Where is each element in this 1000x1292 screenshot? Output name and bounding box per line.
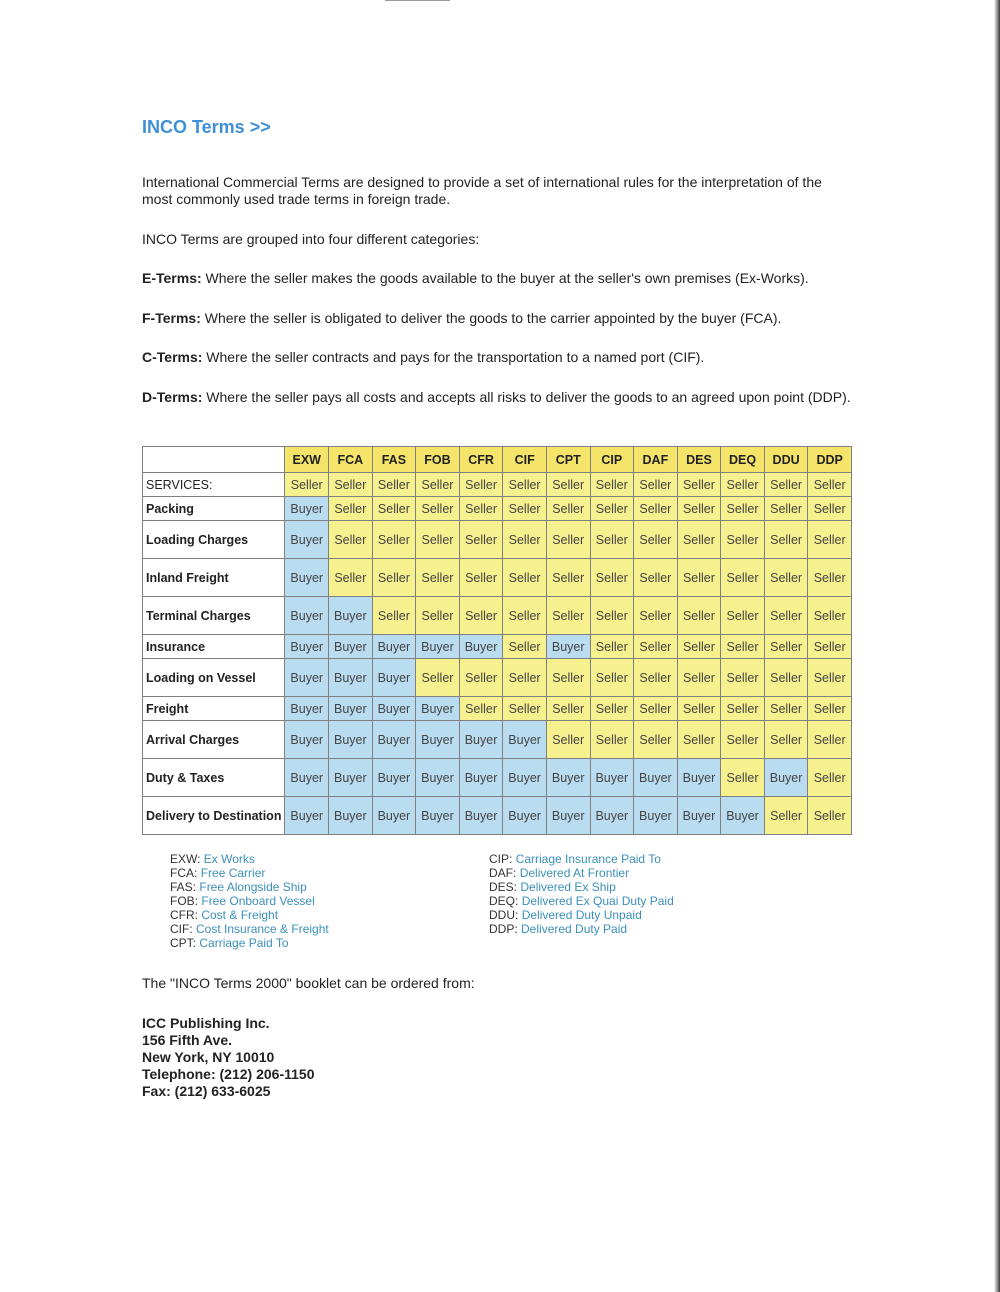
table-cell: Seller bbox=[329, 497, 373, 521]
category-label: C-Terms: bbox=[142, 349, 203, 365]
table-cell: Seller bbox=[721, 473, 765, 497]
table-cell: Buyer bbox=[285, 659, 329, 697]
table-cell: Seller bbox=[764, 635, 808, 659]
legend-term: Delivered Duty Unpaid bbox=[521, 908, 642, 922]
legend-item bbox=[489, 866, 674, 880]
table-cell: Buyer bbox=[416, 697, 460, 721]
e-terms-paragraph bbox=[142, 270, 852, 287]
legend-abbr: DDP: bbox=[489, 922, 518, 936]
table-cell: Seller bbox=[459, 559, 503, 597]
table-cell: Seller bbox=[503, 473, 547, 497]
address-line: ICC Publishing Inc. bbox=[142, 1015, 270, 1031]
legend-abbr: FAS: bbox=[170, 880, 197, 894]
table-cell: Seller bbox=[634, 559, 678, 597]
table-row bbox=[143, 797, 852, 835]
table-cell: Buyer bbox=[459, 635, 503, 659]
table-corner-cell bbox=[143, 447, 285, 473]
table-cell: Seller bbox=[459, 521, 503, 559]
table-cell: Seller bbox=[677, 473, 721, 497]
legend-term: Cost Insurance & Freight bbox=[196, 922, 329, 936]
table-cell: Seller bbox=[546, 497, 590, 521]
table-cell: Seller bbox=[677, 635, 721, 659]
column-header-ddp: DDP bbox=[808, 447, 852, 473]
legend-item bbox=[489, 880, 674, 894]
table-row bbox=[143, 597, 852, 635]
column-header-fca: FCA bbox=[329, 447, 373, 473]
legend-term: Free Alongside Ship bbox=[199, 880, 307, 894]
table-cell: Buyer bbox=[329, 759, 373, 797]
legend-abbr: EXW: bbox=[170, 852, 201, 866]
table-cell: Buyer bbox=[634, 759, 678, 797]
category-text: Where the seller pays all costs and accepts all risks to deliver the goods to an agreed upon point (DDP). bbox=[202, 389, 851, 405]
table-cell: Seller bbox=[634, 659, 678, 697]
table-cell: Seller bbox=[372, 559, 416, 597]
table-row bbox=[143, 759, 852, 797]
table-cell: Seller bbox=[808, 521, 852, 559]
table-cell: Seller bbox=[590, 635, 634, 659]
legend-item bbox=[170, 936, 329, 950]
table-cell: Seller bbox=[721, 497, 765, 521]
row-label: Loading Charges bbox=[143, 521, 285, 559]
table-cell: Seller bbox=[372, 597, 416, 635]
legend-item bbox=[170, 894, 329, 908]
table-cell: Seller bbox=[808, 659, 852, 697]
inco-terms-table bbox=[142, 446, 852, 835]
table-cell: Seller bbox=[329, 559, 373, 597]
table-row bbox=[143, 559, 852, 597]
table-cell: Buyer bbox=[677, 797, 721, 835]
column-header-cpt: CPT bbox=[546, 447, 590, 473]
legend-item bbox=[170, 866, 329, 880]
table-cell: Buyer bbox=[634, 797, 678, 835]
table-cell: Seller bbox=[546, 721, 590, 759]
table-cell: Buyer bbox=[764, 759, 808, 797]
d-terms-paragraph bbox=[142, 389, 852, 406]
table-cell: Seller bbox=[503, 497, 547, 521]
table-cell: Buyer bbox=[416, 635, 460, 659]
table-cell: Seller bbox=[808, 721, 852, 759]
table-cell: Seller bbox=[416, 659, 460, 697]
table-cell: Seller bbox=[764, 497, 808, 521]
category-text: Where the seller makes the goods available to the buyer at the seller's own premises (Ex-Works). bbox=[201, 270, 809, 286]
category-text: Where the seller contracts and pays for the transportation to a named port (CIF). bbox=[202, 349, 705, 365]
table-row bbox=[143, 697, 852, 721]
legend-item bbox=[170, 852, 329, 866]
table-cell: Buyer bbox=[329, 659, 373, 697]
table-cell: Seller bbox=[503, 559, 547, 597]
table-cell: Buyer bbox=[285, 559, 329, 597]
table-cell: Buyer bbox=[285, 759, 329, 797]
table-cell: Seller bbox=[416, 521, 460, 559]
table-cell: Seller bbox=[416, 497, 460, 521]
table-cell: Seller bbox=[459, 659, 503, 697]
table-cell: Seller bbox=[721, 635, 765, 659]
table-cell: Seller bbox=[590, 497, 634, 521]
table-cell: Seller bbox=[503, 597, 547, 635]
table-cell: Buyer bbox=[329, 597, 373, 635]
table-cell: Seller bbox=[416, 559, 460, 597]
table-cell: Seller bbox=[721, 659, 765, 697]
legend-abbr: DEQ: bbox=[489, 894, 519, 908]
legend-term: Delivered Ex Ship bbox=[520, 880, 616, 894]
table-cell: Seller bbox=[590, 559, 634, 597]
legend-abbr: CIF: bbox=[170, 922, 193, 936]
legend-abbr: FOB: bbox=[170, 894, 199, 908]
table-cell: Seller bbox=[329, 521, 373, 559]
table-cell: Seller bbox=[677, 721, 721, 759]
table-cell: Seller bbox=[721, 521, 765, 559]
address-line: Telephone: (212) 206-1150 bbox=[142, 1066, 315, 1082]
table-cell: Buyer bbox=[329, 635, 373, 659]
table-cell: Seller bbox=[764, 721, 808, 759]
table-cell: Buyer bbox=[503, 721, 547, 759]
table-cell: Buyer bbox=[546, 635, 590, 659]
legend-item bbox=[489, 852, 674, 866]
table-cell: Seller bbox=[546, 559, 590, 597]
table-cell: Seller bbox=[721, 721, 765, 759]
table-cell: Buyer bbox=[546, 759, 590, 797]
table-cell: Seller bbox=[808, 635, 852, 659]
table-cell: Seller bbox=[808, 597, 852, 635]
scan-edge-shadow bbox=[994, 0, 1000, 1292]
category-label: F-Terms: bbox=[142, 310, 201, 326]
table-cell: Seller bbox=[590, 597, 634, 635]
table-cell: Buyer bbox=[503, 759, 547, 797]
table-cell: Buyer bbox=[372, 659, 416, 697]
table-cell: Seller bbox=[372, 521, 416, 559]
row-label: Freight bbox=[143, 697, 285, 721]
table-cell: Seller bbox=[590, 521, 634, 559]
table-cell: Seller bbox=[808, 559, 852, 597]
table-row bbox=[143, 497, 852, 521]
table-cell: Seller bbox=[416, 473, 460, 497]
table-cell: Seller bbox=[590, 697, 634, 721]
legend-abbr: FCA: bbox=[170, 866, 198, 880]
table-cell: Buyer bbox=[372, 697, 416, 721]
legend-abbr: DDU: bbox=[489, 908, 519, 922]
scan-artifact-line bbox=[385, 0, 450, 1]
table-cell: Seller bbox=[677, 559, 721, 597]
table-cell: Buyer bbox=[372, 797, 416, 835]
legend-item bbox=[170, 922, 329, 936]
table-cell: Seller bbox=[416, 597, 460, 635]
category-label: E-Terms: bbox=[142, 270, 202, 286]
legend-item bbox=[489, 922, 674, 936]
table-cell: Buyer bbox=[329, 721, 373, 759]
address-line: Fax: (212) 633-6025 bbox=[142, 1083, 271, 1099]
table-row bbox=[143, 521, 852, 559]
table-cell: Buyer bbox=[285, 597, 329, 635]
table-cell: Buyer bbox=[459, 797, 503, 835]
column-header-exw: EXW bbox=[285, 447, 329, 473]
row-label: Duty & Taxes bbox=[143, 759, 285, 797]
table-cell: Seller bbox=[459, 597, 503, 635]
table-cell: Seller bbox=[503, 521, 547, 559]
column-header-des: DES bbox=[677, 447, 721, 473]
table-cell: Buyer bbox=[285, 721, 329, 759]
column-header-fob: FOB bbox=[416, 447, 460, 473]
table-cell: Buyer bbox=[503, 797, 547, 835]
table-cell: Buyer bbox=[372, 721, 416, 759]
table-cell: Seller bbox=[677, 697, 721, 721]
legend-term: Carriage Insurance Paid To bbox=[515, 852, 661, 866]
legend-term: Delivered Duty Paid bbox=[521, 922, 628, 936]
table-cell: Seller bbox=[764, 697, 808, 721]
table-cell: Buyer bbox=[459, 759, 503, 797]
table-cell: Buyer bbox=[285, 635, 329, 659]
row-label: Loading on Vessel bbox=[143, 659, 285, 697]
column-header-ddu: DDU bbox=[764, 447, 808, 473]
legend-abbr: CFR: bbox=[170, 908, 198, 922]
table-cell: Seller bbox=[808, 759, 852, 797]
legend-term: Ex Works bbox=[203, 852, 255, 866]
column-header-cfr: CFR bbox=[459, 447, 503, 473]
table-cell: Seller bbox=[634, 721, 678, 759]
table-cell: Seller bbox=[721, 759, 765, 797]
f-terms-paragraph bbox=[142, 310, 852, 327]
table-cell: Buyer bbox=[285, 497, 329, 521]
table-cell: Seller bbox=[634, 635, 678, 659]
table-cell: Seller bbox=[459, 697, 503, 721]
table-cell: Seller bbox=[764, 659, 808, 697]
row-label: Packing bbox=[143, 497, 285, 521]
table-cell: Seller bbox=[721, 597, 765, 635]
table-cell: Seller bbox=[764, 521, 808, 559]
legend-term: Cost & Freight bbox=[201, 908, 279, 922]
table-cell: Seller bbox=[764, 473, 808, 497]
table-cell: Seller bbox=[372, 473, 416, 497]
table-cell: Seller bbox=[459, 497, 503, 521]
table-cell: Seller bbox=[590, 721, 634, 759]
table-cell: Seller bbox=[503, 659, 547, 697]
page-title: INCO Terms >> bbox=[142, 117, 271, 137]
table-cell: Seller bbox=[677, 521, 721, 559]
legend-item bbox=[170, 908, 329, 922]
table-cell: Seller bbox=[634, 597, 678, 635]
table-cell: Seller bbox=[372, 497, 416, 521]
legend-term: Delivered At Frontier bbox=[519, 866, 630, 880]
legend-abbr: CIP: bbox=[489, 852, 513, 866]
row-label: Arrival Charges bbox=[143, 721, 285, 759]
table-cell: Seller bbox=[503, 697, 547, 721]
booklet-intro: The "INCO Terms 2000" booklet can be ordered from: bbox=[142, 975, 475, 991]
column-header-cip: CIP bbox=[590, 447, 634, 473]
c-terms-paragraph bbox=[142, 349, 852, 366]
table-cell: Seller bbox=[546, 521, 590, 559]
table-cell: Seller bbox=[677, 659, 721, 697]
table-cell: Buyer bbox=[372, 759, 416, 797]
table-cell: Seller bbox=[764, 597, 808, 635]
table-cell: Buyer bbox=[416, 721, 460, 759]
table-cell: Buyer bbox=[546, 797, 590, 835]
row-label: Delivery to Destination bbox=[143, 797, 285, 835]
table-cell: Seller bbox=[808, 497, 852, 521]
table-cell: Seller bbox=[590, 473, 634, 497]
table-row bbox=[143, 659, 852, 697]
legend-term: Free Onboard Vessel bbox=[201, 894, 315, 908]
legend-abbr: DAF: bbox=[489, 866, 517, 880]
table-cell: Seller bbox=[764, 559, 808, 597]
legend-left-column bbox=[170, 852, 329, 950]
column-header-deq: DEQ bbox=[721, 447, 765, 473]
table-cell: Buyer bbox=[416, 759, 460, 797]
table-cell: Seller bbox=[677, 597, 721, 635]
table-cell: Seller bbox=[634, 697, 678, 721]
table-cell: Seller bbox=[546, 597, 590, 635]
row-label: Terminal Charges bbox=[143, 597, 285, 635]
table-cell: Buyer bbox=[590, 759, 634, 797]
table-cell: Seller bbox=[808, 697, 852, 721]
table-cell: Buyer bbox=[329, 797, 373, 835]
table-cell: Buyer bbox=[677, 759, 721, 797]
table-cell: Seller bbox=[764, 797, 808, 835]
table-cell: Seller bbox=[546, 697, 590, 721]
table-cell: Seller bbox=[808, 797, 852, 835]
row-label: Inland Freight bbox=[143, 559, 285, 597]
legend-term: Free Carrier bbox=[200, 866, 266, 880]
table-cell: Seller bbox=[503, 635, 547, 659]
row-label: Insurance bbox=[143, 635, 285, 659]
legend-item bbox=[489, 894, 674, 908]
table-cell: Seller bbox=[546, 659, 590, 697]
legend-right-column bbox=[489, 852, 674, 936]
table-cell: Seller bbox=[546, 473, 590, 497]
column-header-daf: DAF bbox=[634, 447, 678, 473]
legend-item bbox=[170, 880, 329, 894]
table-cell: Buyer bbox=[459, 721, 503, 759]
legend-abbr: CPT: bbox=[170, 936, 197, 950]
table-cell: Buyer bbox=[590, 797, 634, 835]
table-cell: Seller bbox=[808, 473, 852, 497]
table-cell: Buyer bbox=[285, 797, 329, 835]
table-header-row bbox=[143, 447, 852, 473]
legend-item bbox=[489, 908, 674, 922]
table-cell: Seller bbox=[329, 473, 373, 497]
table-cell: Buyer bbox=[285, 697, 329, 721]
address-line: 156 Fifth Ave. bbox=[142, 1032, 232, 1048]
table-cell: Buyer bbox=[721, 797, 765, 835]
intro-paragraph: International Commercial Terms are designed to provide a set of international rules for the interpretation of the most commonly used trade terms in foreign trade. bbox=[142, 174, 822, 207]
table-cell: Seller bbox=[721, 697, 765, 721]
table-cell: Seller bbox=[677, 497, 721, 521]
table-cell: Seller bbox=[634, 473, 678, 497]
legend-term: Delivered Ex Quai Duty Paid bbox=[521, 894, 674, 908]
groups-intro: INCO Terms are grouped into four different categories: bbox=[142, 231, 480, 247]
column-header-cif: CIF bbox=[503, 447, 547, 473]
table-cell: Seller bbox=[459, 473, 503, 497]
table-cell: Buyer bbox=[329, 697, 373, 721]
table-cell: Seller bbox=[634, 497, 678, 521]
category-text: Where the seller is obligated to deliver the goods to the carrier appointed by the buyer (FCA). bbox=[200, 310, 782, 326]
table-row bbox=[143, 635, 852, 659]
table-row bbox=[143, 721, 852, 759]
table-cell: Buyer bbox=[285, 521, 329, 559]
address-line: New York, NY 10010 bbox=[142, 1049, 275, 1065]
table-cell: Seller bbox=[634, 521, 678, 559]
table-row bbox=[143, 473, 852, 497]
category-label: D-Terms: bbox=[142, 389, 203, 405]
legend-abbr: DES: bbox=[489, 880, 518, 894]
column-header-fas: FAS bbox=[372, 447, 416, 473]
table-cell: Seller bbox=[721, 559, 765, 597]
table-cell: Buyer bbox=[372, 635, 416, 659]
table-cell: Buyer bbox=[416, 797, 460, 835]
legend-term: Carriage Paid To bbox=[199, 936, 289, 950]
table-cell: Seller bbox=[590, 659, 634, 697]
table-cell: Seller bbox=[285, 473, 329, 497]
row-label: SERVICES: bbox=[143, 473, 285, 497]
publisher-address bbox=[142, 1015, 314, 1100]
